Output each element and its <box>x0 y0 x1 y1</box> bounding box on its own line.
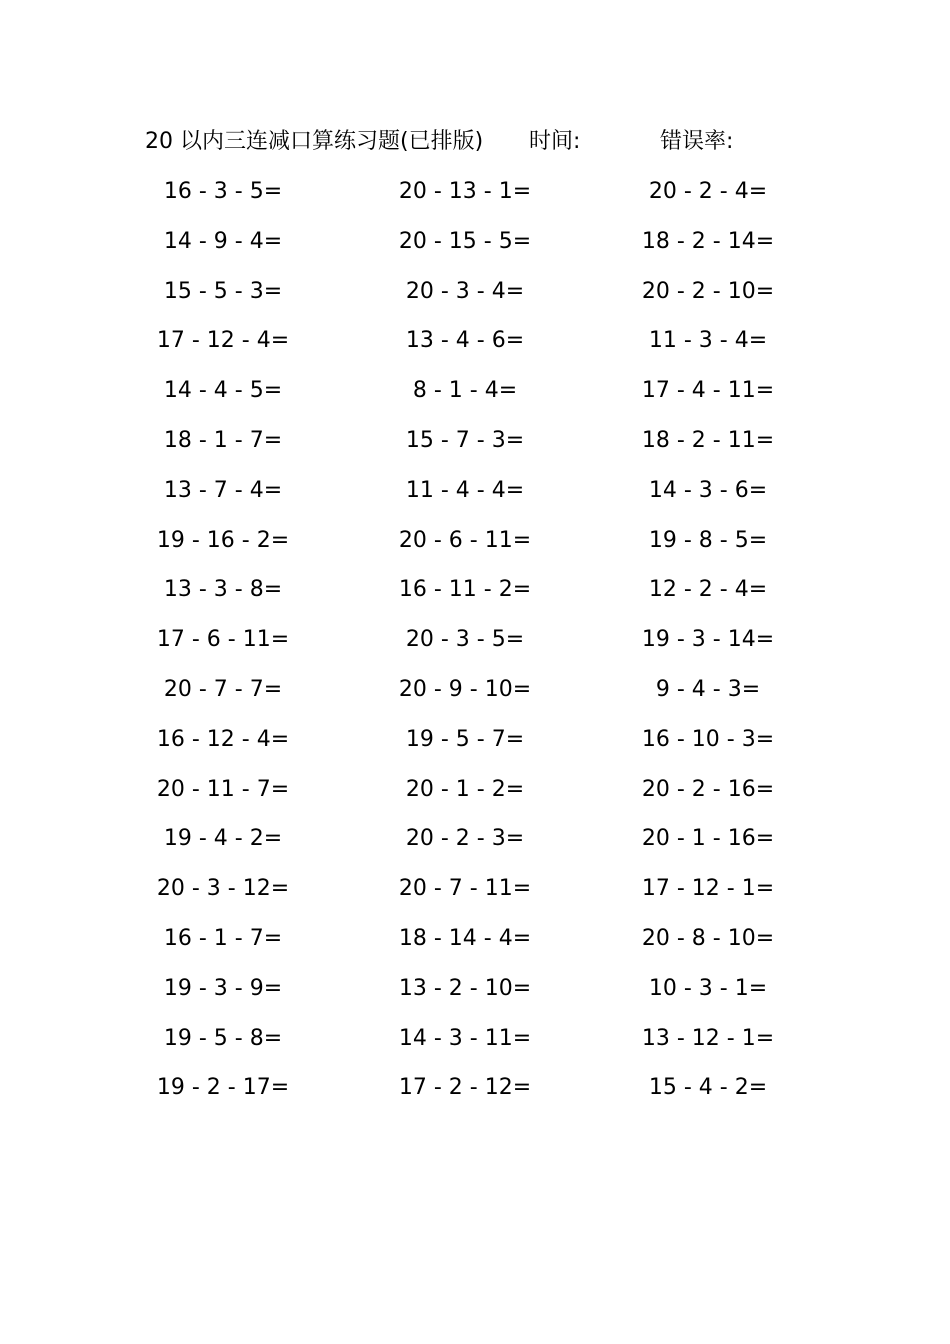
problem-row <box>0 323 950 373</box>
problem-item: 15 - 7 - 3= <box>405 427 525 453</box>
problem-item: 20 - 2 - 16= <box>641 776 775 802</box>
problem-item: 18 - 2 - 11= <box>641 427 775 453</box>
problem-item: 19 - 4 - 2= <box>163 826 283 852</box>
problem-item: 8 - 1 - 4= <box>412 378 518 404</box>
worksheet-title: 20 以内三连减口算练习题(已排版) <box>145 129 484 154</box>
problem-item: 20 - 7 - 7= <box>163 676 283 702</box>
problem-item: 16 - 12 - 4= <box>156 726 290 752</box>
problem-row <box>0 523 950 573</box>
problem-item: 19 - 3 - 9= <box>163 975 283 1001</box>
problem-item: 18 - 14 - 4= <box>398 925 532 951</box>
problem-item: 20 - 15 - 5= <box>398 228 532 254</box>
problem-item: 12 - 2 - 4= <box>648 577 768 603</box>
problem-item: 20 - 3 - 5= <box>405 627 525 653</box>
problem-row <box>0 622 950 672</box>
problem-row <box>0 1070 950 1120</box>
problem-row <box>0 174 950 224</box>
error-rate-label: 错误率: <box>660 129 734 154</box>
problem-item: 19 - 8 - 5= <box>648 527 768 553</box>
problem-row <box>0 772 950 822</box>
problem-item: 20 - 9 - 10= <box>398 676 532 702</box>
problem-item: 13 - 12 - 1= <box>641 1025 775 1051</box>
problem-item: 20 - 8 - 10= <box>641 925 775 951</box>
problem-item: 20 - 7 - 11= <box>398 876 532 902</box>
problem-row <box>0 722 950 772</box>
problem-item: 17 - 12 - 1= <box>641 876 775 902</box>
problem-item: 17 - 4 - 11= <box>641 378 775 404</box>
problem-row <box>0 921 950 971</box>
problem-item: 16 - 1 - 7= <box>163 925 283 951</box>
problem-item: 14 - 4 - 5= <box>163 378 283 404</box>
problem-item: 20 - 6 - 11= <box>398 527 532 553</box>
problem-item: 20 - 13 - 1= <box>398 179 532 204</box>
problem-row <box>0 871 950 921</box>
problem-item: 19 - 16 - 2= <box>156 527 290 553</box>
problem-row <box>0 473 950 523</box>
problem-item: 16 - 3 - 5= <box>163 179 283 204</box>
problem-grid <box>0 174 950 1120</box>
problem-item: 20 - 2 - 10= <box>641 278 775 304</box>
problem-item: 20 - 1 - 2= <box>405 776 525 802</box>
problem-item: 20 - 3 - 4= <box>405 278 525 304</box>
problem-item: 15 - 5 - 3= <box>163 278 283 304</box>
problem-item: 14 - 9 - 4= <box>163 228 283 254</box>
problem-item: 18 - 2 - 14= <box>641 228 775 254</box>
problem-item: 17 - 6 - 11= <box>156 627 290 653</box>
problem-item: 10 - 3 - 1= <box>648 975 768 1001</box>
problem-item: 15 - 4 - 2= <box>648 1075 768 1101</box>
problem-item: 16 - 11 - 2= <box>398 577 532 603</box>
problem-item: 20 - 2 - 4= <box>648 179 768 204</box>
problem-item: 17 - 2 - 12= <box>398 1075 532 1101</box>
problem-item: 20 - 11 - 7= <box>156 776 290 802</box>
problem-row <box>0 672 950 722</box>
problem-row <box>0 821 950 871</box>
problem-row <box>0 423 950 473</box>
problem-item: 19 - 3 - 14= <box>641 627 775 653</box>
problem-row <box>0 224 950 274</box>
problem-item: 17 - 12 - 4= <box>156 328 290 354</box>
problem-item: 9 - 4 - 3= <box>655 676 761 702</box>
problem-row <box>0 572 950 622</box>
problem-item: 13 - 3 - 8= <box>163 577 283 603</box>
time-label: 时间: <box>529 129 581 154</box>
problem-item: 16 - 10 - 3= <box>641 726 775 752</box>
problem-item: 14 - 3 - 6= <box>648 477 768 503</box>
problem-item: 18 - 1 - 7= <box>163 427 283 453</box>
problem-item: 19 - 5 - 8= <box>163 1025 283 1051</box>
problem-item: 19 - 2 - 17= <box>156 1075 290 1101</box>
problem-item: 20 - 2 - 3= <box>405 826 525 852</box>
problem-item: 20 - 3 - 12= <box>156 876 290 902</box>
problem-row <box>0 971 950 1021</box>
problem-row <box>0 373 950 423</box>
problem-row <box>0 1021 950 1071</box>
problem-item: 14 - 3 - 11= <box>398 1025 532 1051</box>
problem-item: 11 - 3 - 4= <box>648 328 768 354</box>
problem-item: 19 - 5 - 7= <box>405 726 525 752</box>
problem-item: 20 - 1 - 16= <box>641 826 775 852</box>
problem-row <box>0 274 950 324</box>
worksheet-header <box>145 124 785 160</box>
problem-item: 13 - 7 - 4= <box>163 477 283 503</box>
problem-item: 11 - 4 - 4= <box>405 477 525 503</box>
problem-item: 13 - 2 - 10= <box>398 975 532 1001</box>
problem-item: 13 - 4 - 6= <box>405 328 525 354</box>
